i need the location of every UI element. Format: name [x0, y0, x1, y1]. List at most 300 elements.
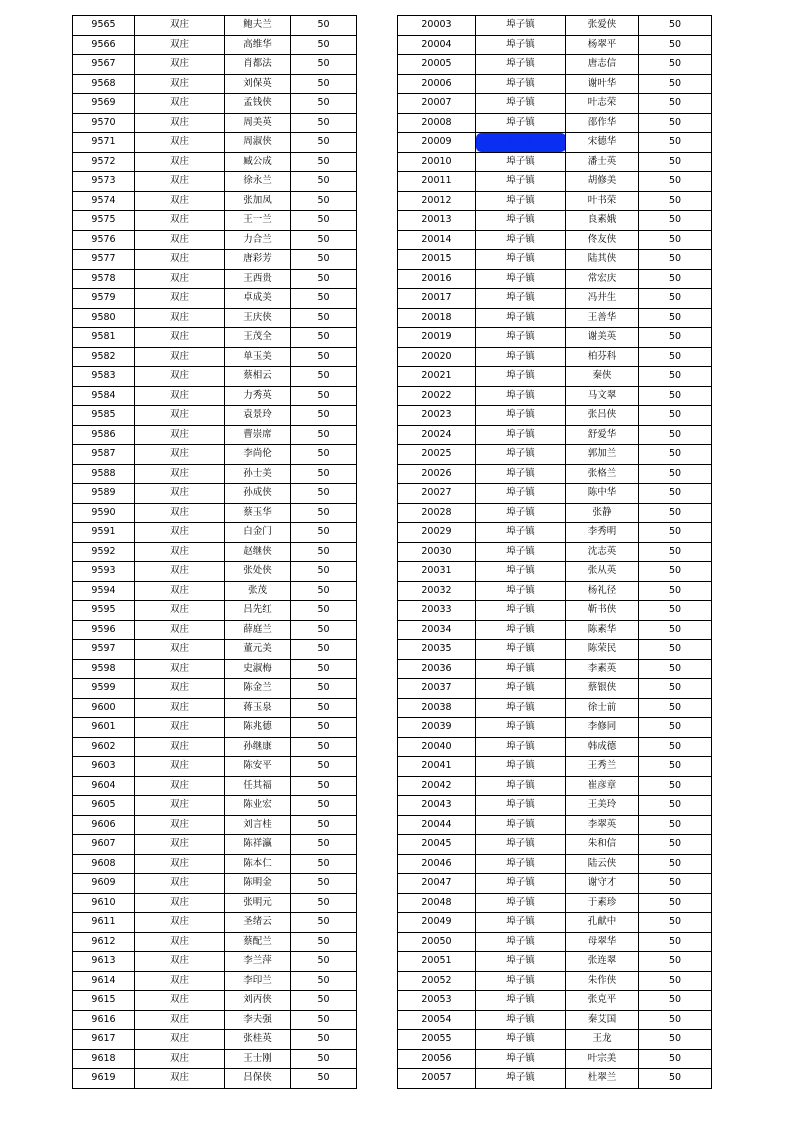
town-cell[interactable]: 双庄 — [135, 94, 225, 114]
amount-cell[interactable]: 50 — [639, 718, 712, 738]
row-id-cell[interactable]: 20009 — [398, 133, 476, 153]
name-cell[interactable]: 冯井生 — [566, 289, 639, 309]
row-id-cell[interactable]: 9569 — [73, 94, 135, 114]
row-id-cell[interactable]: 20043 — [398, 796, 476, 816]
amount-cell[interactable]: 50 — [639, 55, 712, 75]
row-id-cell[interactable]: 9570 — [73, 113, 135, 133]
town-cell[interactable]: 埠子镇 — [476, 932, 566, 952]
amount-cell[interactable]: 50 — [291, 503, 357, 523]
name-cell[interactable]: 陆其侠 — [566, 250, 639, 270]
town-cell[interactable]: 双庄 — [135, 659, 225, 679]
row-id-cell[interactable]: 20051 — [398, 952, 476, 972]
row-id-cell[interactable]: 20028 — [398, 503, 476, 523]
name-cell[interactable]: 秦侠 — [566, 367, 639, 387]
name-cell[interactable]: 张桂英 — [225, 1030, 291, 1050]
name-cell[interactable]: 佟友侠 — [566, 230, 639, 250]
town-cell[interactable]: 双庄 — [135, 289, 225, 309]
amount-cell[interactable]: 50 — [639, 932, 712, 952]
row-id-cell[interactable]: 9581 — [73, 328, 135, 348]
amount-cell[interactable]: 50 — [639, 620, 712, 640]
row-id-cell[interactable]: 9599 — [73, 679, 135, 699]
town-cell[interactable]: 埠子镇 — [476, 211, 566, 231]
row-id-cell[interactable]: 9568 — [73, 74, 135, 94]
amount-cell[interactable]: 50 — [291, 289, 357, 309]
row-id-cell[interactable]: 20049 — [398, 913, 476, 933]
town-cell[interactable]: 双庄 — [135, 757, 225, 777]
town-cell[interactable]: 埠子镇 — [476, 347, 566, 367]
row-id-cell[interactable]: 9576 — [73, 230, 135, 250]
town-cell[interactable]: 埠子镇 — [476, 113, 566, 133]
row-id-cell[interactable]: 9582 — [73, 347, 135, 367]
amount-cell[interactable]: 50 — [639, 289, 712, 309]
row-id-cell[interactable]: 20021 — [398, 367, 476, 387]
row-id-cell[interactable]: 9602 — [73, 737, 135, 757]
name-cell[interactable]: 唐彩芳 — [225, 250, 291, 270]
town-cell[interactable]: 双庄 — [135, 971, 225, 991]
town-cell[interactable]: 埠子镇 — [476, 1010, 566, 1030]
row-id-cell[interactable]: 9598 — [73, 659, 135, 679]
row-id-cell[interactable]: 9583 — [73, 367, 135, 387]
amount-cell[interactable]: 50 — [291, 1049, 357, 1069]
name-cell[interactable]: 常宏庆 — [566, 269, 639, 289]
amount-cell[interactable]: 50 — [291, 484, 357, 504]
town-cell[interactable]: 双庄 — [135, 776, 225, 796]
town-cell[interactable]: 埠子镇 — [476, 1049, 566, 1069]
row-id-cell[interactable]: 9606 — [73, 815, 135, 835]
row-id-cell[interactable]: 20042 — [398, 776, 476, 796]
name-cell[interactable]: 陈安平 — [225, 757, 291, 777]
row-id-cell[interactable]: 20048 — [398, 893, 476, 913]
row-id-cell[interactable]: 9619 — [73, 1069, 135, 1089]
amount-cell[interactable]: 50 — [291, 796, 357, 816]
name-cell[interactable]: 朱作侠 — [566, 971, 639, 991]
amount-cell[interactable]: 50 — [291, 406, 357, 426]
amount-cell[interactable]: 50 — [639, 113, 712, 133]
town-cell[interactable]: 埠子镇 — [476, 386, 566, 406]
amount-cell[interactable]: 50 — [639, 776, 712, 796]
town-cell[interactable]: 埠子镇 — [476, 835, 566, 855]
amount-cell[interactable]: 50 — [291, 815, 357, 835]
amount-cell[interactable]: 50 — [291, 1069, 357, 1089]
name-cell[interactable]: 蔡银侠 — [566, 679, 639, 699]
town-cell[interactable]: 双庄 — [135, 35, 225, 55]
name-cell[interactable]: 孙士美 — [225, 464, 291, 484]
name-cell[interactable]: 周美英 — [225, 113, 291, 133]
town-cell[interactable]: 埠子镇 — [476, 35, 566, 55]
row-id-cell[interactable]: 20005 — [398, 55, 476, 75]
amount-cell[interactable]: 50 — [639, 172, 712, 192]
name-cell[interactable]: 李印兰 — [225, 971, 291, 991]
name-cell[interactable]: 徐永兰 — [225, 172, 291, 192]
name-cell[interactable]: 陈业宏 — [225, 796, 291, 816]
row-id-cell[interactable]: 20006 — [398, 74, 476, 94]
town-cell[interactable]: 埠子镇 — [476, 152, 566, 172]
amount-cell[interactable]: 50 — [291, 230, 357, 250]
amount-cell[interactable]: 50 — [291, 172, 357, 192]
amount-cell[interactable]: 50 — [291, 776, 357, 796]
row-id-cell[interactable]: 20039 — [398, 718, 476, 738]
amount-cell[interactable]: 50 — [639, 406, 712, 426]
amount-cell[interactable]: 50 — [639, 211, 712, 231]
row-id-cell[interactable]: 9610 — [73, 893, 135, 913]
town-cell[interactable]: 埠子镇 — [476, 1030, 566, 1050]
town-cell[interactable]: 双庄 — [135, 874, 225, 894]
name-cell[interactable]: 力秀英 — [225, 386, 291, 406]
row-id-cell[interactable]: 20055 — [398, 1030, 476, 1050]
town-cell[interactable]: 双庄 — [135, 737, 225, 757]
name-cell[interactable]: 蒋玉泉 — [225, 698, 291, 718]
row-id-cell[interactable]: 20056 — [398, 1049, 476, 1069]
name-cell[interactable]: 沈志英 — [566, 542, 639, 562]
town-cell[interactable]: 双庄 — [135, 113, 225, 133]
amount-cell[interactable]: 50 — [291, 737, 357, 757]
name-cell[interactable]: 力合兰 — [225, 230, 291, 250]
name-cell[interactable]: 孙成侠 — [225, 484, 291, 504]
amount-cell[interactable]: 50 — [291, 893, 357, 913]
amount-cell[interactable]: 50 — [291, 601, 357, 621]
town-cell[interactable]: 埠子镇 — [476, 913, 566, 933]
town-cell[interactable]: 双庄 — [135, 484, 225, 504]
name-cell[interactable]: 柏芬科 — [566, 347, 639, 367]
town-cell[interactable]: 埠子镇 — [476, 406, 566, 426]
row-id-cell[interactable]: 20018 — [398, 308, 476, 328]
town-cell[interactable]: 埠子镇 — [476, 679, 566, 699]
name-cell[interactable]: 宋德华 — [566, 133, 639, 153]
amount-cell[interactable]: 50 — [291, 874, 357, 894]
name-cell[interactable]: 鲍夫兰 — [225, 16, 291, 36]
town-cell[interactable]: 双庄 — [135, 464, 225, 484]
row-id-cell[interactable]: 20013 — [398, 211, 476, 231]
town-cell[interactable]: 埠子镇 — [476, 718, 566, 738]
name-cell[interactable]: 袁景玲 — [225, 406, 291, 426]
town-cell[interactable]: 双庄 — [135, 191, 225, 211]
town-cell[interactable]: 双庄 — [135, 932, 225, 952]
name-cell[interactable]: 韩成德 — [566, 737, 639, 757]
name-cell[interactable]: 陈素华 — [566, 620, 639, 640]
town-cell[interactable]: 埠子镇 — [476, 172, 566, 192]
row-id-cell[interactable]: 9616 — [73, 1010, 135, 1030]
amount-cell[interactable]: 50 — [291, 932, 357, 952]
amount-cell[interactable]: 50 — [291, 1030, 357, 1050]
name-cell[interactable]: 刘丙侠 — [225, 991, 291, 1011]
name-cell[interactable]: 张克平 — [566, 991, 639, 1011]
amount-cell[interactable]: 50 — [639, 640, 712, 660]
name-cell[interactable]: 单玉美 — [225, 347, 291, 367]
town-cell[interactable]: 双庄 — [135, 796, 225, 816]
name-cell[interactable]: 周淑侠 — [225, 133, 291, 153]
row-id-cell[interactable]: 20019 — [398, 328, 476, 348]
name-cell[interactable]: 张茂 — [225, 581, 291, 601]
amount-cell[interactable]: 50 — [291, 659, 357, 679]
name-cell[interactable]: 秦艾国 — [566, 1010, 639, 1030]
name-cell[interactable]: 陈中华 — [566, 484, 639, 504]
row-id-cell[interactable]: 20038 — [398, 698, 476, 718]
row-id-cell[interactable]: 20032 — [398, 581, 476, 601]
amount-cell[interactable]: 50 — [291, 211, 357, 231]
name-cell[interactable]: 叶志荣 — [566, 94, 639, 114]
name-cell[interactable]: 靳书侠 — [566, 601, 639, 621]
row-id-cell[interactable]: 9612 — [73, 932, 135, 952]
town-cell[interactable]: 埠子镇 — [476, 971, 566, 991]
selected-town-cell[interactable]: 埠子镇 — [476, 133, 566, 153]
town-cell[interactable]: 双庄 — [135, 367, 225, 387]
town-cell[interactable]: 双庄 — [135, 445, 225, 465]
row-id-cell[interactable]: 9601 — [73, 718, 135, 738]
row-id-cell[interactable]: 9578 — [73, 269, 135, 289]
amount-cell[interactable]: 50 — [291, 35, 357, 55]
town-cell[interactable]: 埠子镇 — [476, 581, 566, 601]
town-cell[interactable]: 埠子镇 — [476, 94, 566, 114]
row-id-cell[interactable]: 20017 — [398, 289, 476, 309]
amount-cell[interactable]: 50 — [639, 991, 712, 1011]
amount-cell[interactable]: 50 — [639, 815, 712, 835]
town-cell[interactable]: 埠子镇 — [476, 269, 566, 289]
town-cell[interactable]: 双庄 — [135, 562, 225, 582]
row-id-cell[interactable]: 20023 — [398, 406, 476, 426]
amount-cell[interactable]: 50 — [291, 698, 357, 718]
town-cell[interactable]: 埠子镇 — [476, 328, 566, 348]
row-id-cell[interactable]: 9613 — [73, 952, 135, 972]
amount-cell[interactable]: 50 — [291, 269, 357, 289]
row-id-cell[interactable]: 9584 — [73, 386, 135, 406]
name-cell[interactable]: 王秀兰 — [566, 757, 639, 777]
name-cell[interactable]: 刘保英 — [225, 74, 291, 94]
row-id-cell[interactable]: 9575 — [73, 211, 135, 231]
row-id-cell[interactable]: 20037 — [398, 679, 476, 699]
amount-cell[interactable]: 50 — [291, 55, 357, 75]
town-cell[interactable]: 双庄 — [135, 308, 225, 328]
town-cell[interactable]: 埠子镇 — [476, 737, 566, 757]
town-cell[interactable]: 埠子镇 — [476, 55, 566, 75]
town-cell[interactable]: 埠子镇 — [476, 659, 566, 679]
row-id-cell[interactable]: 20030 — [398, 542, 476, 562]
amount-cell[interactable]: 50 — [291, 152, 357, 172]
town-cell[interactable]: 埠子镇 — [476, 952, 566, 972]
row-id-cell[interactable]: 20016 — [398, 269, 476, 289]
town-cell[interactable]: 埠子镇 — [476, 640, 566, 660]
town-cell[interactable]: 埠子镇 — [476, 776, 566, 796]
row-id-cell[interactable]: 9609 — [73, 874, 135, 894]
name-cell[interactable]: 陈明金 — [225, 874, 291, 894]
name-cell[interactable]: 刘言桂 — [225, 815, 291, 835]
row-id-cell[interactable]: 20004 — [398, 35, 476, 55]
row-id-cell[interactable]: 9567 — [73, 55, 135, 75]
row-id-cell[interactable]: 9573 — [73, 172, 135, 192]
row-id-cell[interactable]: 9608 — [73, 854, 135, 874]
town-cell[interactable]: 埠子镇 — [476, 484, 566, 504]
amount-cell[interactable]: 50 — [639, 464, 712, 484]
town-cell[interactable]: 双庄 — [135, 1049, 225, 1069]
row-id-cell[interactable]: 20012 — [398, 191, 476, 211]
name-cell[interactable]: 潘士英 — [566, 152, 639, 172]
amount-cell[interactable]: 50 — [291, 757, 357, 777]
row-id-cell[interactable]: 20057 — [398, 1069, 476, 1089]
name-cell[interactable]: 孟钱侠 — [225, 94, 291, 114]
name-cell[interactable]: 赵继侠 — [225, 542, 291, 562]
row-id-cell[interactable]: 9615 — [73, 991, 135, 1011]
town-cell[interactable]: 埠子镇 — [476, 542, 566, 562]
name-cell[interactable]: 李修同 — [566, 718, 639, 738]
name-cell[interactable]: 任其福 — [225, 776, 291, 796]
amount-cell[interactable]: 50 — [639, 1010, 712, 1030]
town-cell[interactable]: 双庄 — [135, 1069, 225, 1089]
name-cell[interactable]: 史淑梅 — [225, 659, 291, 679]
town-cell[interactable]: 双庄 — [135, 952, 225, 972]
row-id-cell[interactable]: 9574 — [73, 191, 135, 211]
amount-cell[interactable]: 50 — [639, 698, 712, 718]
name-cell[interactable]: 徐士前 — [566, 698, 639, 718]
name-cell[interactable]: 蔡配兰 — [225, 932, 291, 952]
town-cell[interactable]: 埠子镇 — [476, 815, 566, 835]
name-cell[interactable]: 杨翠平 — [566, 35, 639, 55]
amount-cell[interactable]: 50 — [291, 133, 357, 153]
amount-cell[interactable]: 50 — [291, 679, 357, 699]
town-cell[interactable]: 双庄 — [135, 601, 225, 621]
name-cell[interactable]: 陆云侠 — [566, 854, 639, 874]
name-cell[interactable]: 杨礼径 — [566, 581, 639, 601]
name-cell[interactable]: 陈金兰 — [225, 679, 291, 699]
amount-cell[interactable]: 50 — [639, 971, 712, 991]
amount-cell[interactable]: 50 — [291, 835, 357, 855]
amount-cell[interactable]: 50 — [639, 16, 712, 36]
town-cell[interactable]: 双庄 — [135, 425, 225, 445]
amount-cell[interactable]: 50 — [639, 328, 712, 348]
row-id-cell[interactable]: 20033 — [398, 601, 476, 621]
row-id-cell[interactable]: 9605 — [73, 796, 135, 816]
amount-cell[interactable]: 50 — [291, 328, 357, 348]
row-id-cell[interactable]: 20014 — [398, 230, 476, 250]
town-cell[interactable]: 埠子镇 — [476, 191, 566, 211]
name-cell[interactable]: 李兰萍 — [225, 952, 291, 972]
row-id-cell[interactable]: 20054 — [398, 1010, 476, 1030]
row-id-cell[interactable]: 20035 — [398, 640, 476, 660]
amount-cell[interactable]: 50 — [639, 1069, 712, 1089]
town-cell[interactable]: 双庄 — [135, 230, 225, 250]
name-cell[interactable]: 张处侠 — [225, 562, 291, 582]
town-cell[interactable]: 埠子镇 — [476, 503, 566, 523]
town-cell[interactable]: 埠子镇 — [476, 796, 566, 816]
name-cell[interactable]: 张加凤 — [225, 191, 291, 211]
amount-cell[interactable]: 50 — [291, 347, 357, 367]
amount-cell[interactable]: 50 — [639, 679, 712, 699]
name-cell[interactable]: 王士刚 — [225, 1049, 291, 1069]
town-cell[interactable]: 埠子镇 — [476, 523, 566, 543]
name-cell[interactable]: 圣绪云 — [225, 913, 291, 933]
amount-cell[interactable]: 50 — [291, 250, 357, 270]
town-cell[interactable]: 双庄 — [135, 406, 225, 426]
row-id-cell[interactable]: 20020 — [398, 347, 476, 367]
name-cell[interactable]: 舒爱华 — [566, 425, 639, 445]
town-cell[interactable]: 双庄 — [135, 55, 225, 75]
amount-cell[interactable]: 50 — [291, 542, 357, 562]
amount-cell[interactable]: 50 — [291, 464, 357, 484]
amount-cell[interactable]: 50 — [639, 308, 712, 328]
town-cell[interactable]: 双庄 — [135, 386, 225, 406]
row-id-cell[interactable]: 20003 — [398, 16, 476, 36]
name-cell[interactable]: 孔献中 — [566, 913, 639, 933]
name-cell[interactable]: 张从英 — [566, 562, 639, 582]
row-id-cell[interactable]: 9572 — [73, 152, 135, 172]
town-cell[interactable]: 双庄 — [135, 1030, 225, 1050]
name-cell[interactable]: 崔彦章 — [566, 776, 639, 796]
amount-cell[interactable]: 50 — [291, 991, 357, 1011]
town-cell[interactable]: 埠子镇 — [476, 445, 566, 465]
amount-cell[interactable]: 50 — [639, 74, 712, 94]
amount-cell[interactable]: 50 — [639, 152, 712, 172]
town-cell[interactable]: 双庄 — [135, 328, 225, 348]
amount-cell[interactable]: 50 — [291, 523, 357, 543]
amount-cell[interactable]: 50 — [291, 854, 357, 874]
amount-cell[interactable]: 50 — [639, 269, 712, 289]
name-cell[interactable]: 吕先红 — [225, 601, 291, 621]
row-id-cell[interactable]: 9604 — [73, 776, 135, 796]
name-cell[interactable]: 马文翠 — [566, 386, 639, 406]
row-id-cell[interactable]: 20015 — [398, 250, 476, 270]
amount-cell[interactable]: 50 — [639, 952, 712, 972]
name-cell[interactable]: 陈荣民 — [566, 640, 639, 660]
row-id-cell[interactable]: 9565 — [73, 16, 135, 36]
name-cell[interactable]: 于素珍 — [566, 893, 639, 913]
town-cell[interactable]: 埠子镇 — [476, 1069, 566, 1089]
amount-cell[interactable]: 50 — [639, 94, 712, 114]
amount-cell[interactable]: 50 — [639, 835, 712, 855]
row-id-cell[interactable]: 9617 — [73, 1030, 135, 1050]
town-cell[interactable]: 双庄 — [135, 991, 225, 1011]
town-cell[interactable]: 双庄 — [135, 815, 225, 835]
row-id-cell[interactable]: 20041 — [398, 757, 476, 777]
row-id-cell[interactable]: 9600 — [73, 698, 135, 718]
name-cell[interactable]: 臧公成 — [225, 152, 291, 172]
amount-cell[interactable]: 50 — [639, 874, 712, 894]
amount-cell[interactable]: 50 — [291, 445, 357, 465]
amount-cell[interactable]: 50 — [291, 581, 357, 601]
row-id-cell[interactable]: 20046 — [398, 854, 476, 874]
amount-cell[interactable]: 50 — [639, 133, 712, 153]
amount-cell[interactable]: 50 — [291, 718, 357, 738]
name-cell[interactable]: 杜翠兰 — [566, 1069, 639, 1089]
amount-cell[interactable]: 50 — [639, 581, 712, 601]
town-cell[interactable]: 双庄 — [135, 893, 225, 913]
town-cell[interactable]: 埠子镇 — [476, 230, 566, 250]
name-cell[interactable]: 谢守才 — [566, 874, 639, 894]
row-id-cell[interactable]: 9586 — [73, 425, 135, 445]
row-id-cell[interactable]: 20029 — [398, 523, 476, 543]
name-cell[interactable]: 张吕侠 — [566, 406, 639, 426]
amount-cell[interactable]: 50 — [639, 425, 712, 445]
amount-cell[interactable]: 50 — [291, 94, 357, 114]
row-id-cell[interactable]: 9595 — [73, 601, 135, 621]
town-cell[interactable]: 双庄 — [135, 269, 225, 289]
row-id-cell[interactable]: 20053 — [398, 991, 476, 1011]
row-id-cell[interactable]: 9596 — [73, 620, 135, 640]
town-cell[interactable]: 埠子镇 — [476, 757, 566, 777]
row-id-cell[interactable]: 9589 — [73, 484, 135, 504]
row-id-cell[interactable]: 20007 — [398, 94, 476, 114]
town-cell[interactable]: 双庄 — [135, 1010, 225, 1030]
row-id-cell[interactable]: 9571 — [73, 133, 135, 153]
name-cell[interactable]: 白金门 — [225, 523, 291, 543]
name-cell[interactable]: 王茂全 — [225, 328, 291, 348]
amount-cell[interactable]: 50 — [639, 191, 712, 211]
name-cell[interactable]: 张连翠 — [566, 952, 639, 972]
name-cell[interactable]: 高维华 — [225, 35, 291, 55]
town-cell[interactable]: 双庄 — [135, 211, 225, 231]
amount-cell[interactable]: 50 — [639, 601, 712, 621]
name-cell[interactable]: 叶宗美 — [566, 1049, 639, 1069]
amount-cell[interactable]: 50 — [639, 893, 712, 913]
amount-cell[interactable]: 50 — [291, 367, 357, 387]
town-cell[interactable]: 双庄 — [135, 16, 225, 36]
